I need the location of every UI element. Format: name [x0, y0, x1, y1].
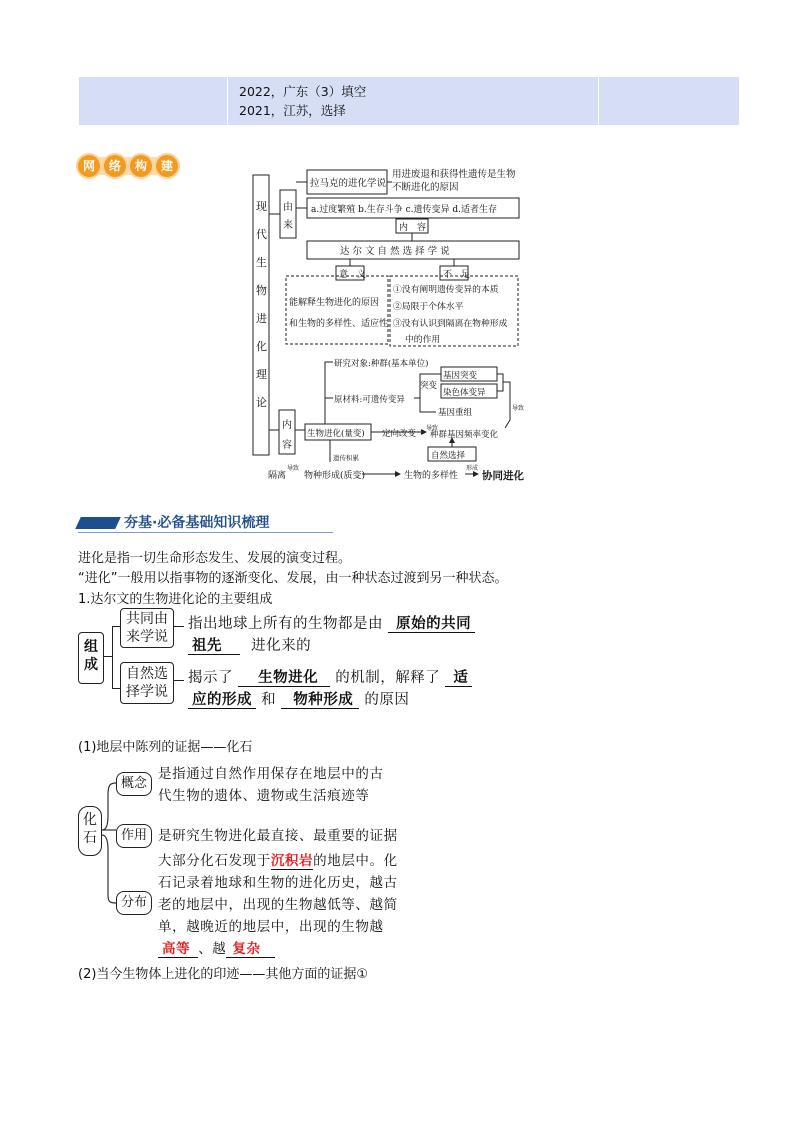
- short-text: ③没有认识到隔离在物种形成: [393, 319, 508, 329]
- intro-line: “进化”一般用以指事物的逐渐变化、发展，由一种状态过渡到另一种状态。: [78, 571, 508, 586]
- text: 的原因: [364, 692, 410, 708]
- shortcoming-label: 不 足: [443, 270, 471, 280]
- freq-change-label: 种群基因频率变化: [430, 430, 499, 440]
- text-line: 代生物的遗体、遗物或生活痕迹等: [158, 788, 370, 804]
- isolation-arrow-label: 导致: [287, 465, 300, 472]
- use-box: [116, 824, 152, 848]
- mutation-label: 突变: [420, 381, 438, 391]
- distribution-text: [158, 850, 398, 960]
- gene-mutation-label: 基因突变: [443, 371, 478, 381]
- title-char: 物: [256, 284, 267, 297]
- root-char: 组: [84, 639, 98, 655]
- meaning-text: 能解释生物进化的原因: [289, 298, 380, 308]
- meaning-label: 意 义: [339, 270, 367, 280]
- forming-label: 形成: [466, 465, 479, 472]
- short-text: ②局限于个体水平: [393, 302, 464, 312]
- box-line: 共同由: [126, 611, 168, 627]
- text-line: 单，越晚近的地层中，出现的生物越: [158, 919, 384, 935]
- use-text: 是研究生物进化最直接、最重要的证据: [158, 828, 398, 844]
- table-row: 2022，广东（3）填空: [239, 84, 367, 99]
- short-text: ①没有阐明遗传变异的本质: [393, 285, 499, 295]
- concept-box: [116, 772, 152, 796]
- table-row: 2021，江苏，选择: [239, 103, 346, 118]
- text: 、越: [198, 941, 227, 957]
- text-line: 是指通过自然作用保存在地层中的古: [158, 766, 384, 782]
- text-line: 老的地层中，出现的生物越低等、越简: [158, 897, 398, 913]
- badge-char: 建: [156, 155, 178, 177]
- diversity-label: 生物的多样性: [404, 471, 459, 481]
- answer-blank: 祖先: [188, 638, 240, 655]
- title-char: 现: [256, 200, 267, 213]
- recomb-label: 基因重组: [438, 408, 473, 418]
- meaning-text: 和生物的多样性、适应性: [289, 319, 389, 329]
- darwin-steps: a.过度繁殖 b.生存斗争 c.遗传变异 d.适者生存: [311, 205, 497, 215]
- answer-blank: 复杂: [226, 941, 274, 958]
- answer-blank: 适: [445, 670, 472, 687]
- root-char: 石: [83, 830, 97, 846]
- chrom-variation-label: 染色体变异: [443, 388, 486, 398]
- answer-blank: 应的形成: [188, 692, 256, 709]
- text: 指出地球上所有的生物都是由: [188, 616, 383, 632]
- intro-heading: 1.达尔文的生物进化论的主要组成: [78, 592, 273, 607]
- answer-blank: 原始的共同: [388, 616, 475, 633]
- concept-text: [158, 763, 384, 807]
- use-label: 作用: [120, 828, 147, 843]
- badge-char: 网: [78, 155, 100, 177]
- evolution-label: 生物进化(量变): [307, 429, 365, 439]
- lamarck-note: 用进废退和获得性遗传是生物: [392, 169, 516, 180]
- badge-char: 络: [104, 155, 126, 177]
- root-char: 化: [83, 812, 97, 828]
- short-text: 中的作用: [405, 335, 441, 345]
- cause-label: 导致: [426, 425, 439, 432]
- material-label: 原材料:可遗传变异: [334, 395, 405, 405]
- text-line: [158, 938, 398, 960]
- lamarck-label: 拉马克的进化学说: [310, 178, 387, 189]
- box-line: 自然选: [126, 666, 168, 682]
- lamarck-note: 不断进化的原因: [392, 182, 459, 193]
- fossil-heading: (1)地层中陈列的证据——化石: [78, 740, 253, 755]
- origin-char: 来: [283, 220, 293, 231]
- content-char: 容: [282, 440, 292, 451]
- distribution-label: 分布: [120, 895, 147, 910]
- text: 揭示了: [188, 670, 233, 686]
- darwin-label: 达 尔 文 自 然 选 择 学 说: [340, 246, 450, 257]
- speciation-label: 物种形成(质变): [304, 471, 366, 481]
- concept-label: 概念: [120, 776, 147, 791]
- root-char: 成: [84, 657, 98, 673]
- directional-label: 定向改变: [382, 429, 417, 439]
- distribution-box: [116, 891, 152, 915]
- answer-blank: 沉积岩: [270, 853, 314, 869]
- box-line: 择学说: [126, 684, 168, 700]
- lead-to-label: 导致: [512, 405, 525, 412]
- accumulate-label: 遗传积累: [333, 454, 359, 462]
- title-char: 代: [256, 228, 267, 241]
- title-char: 进: [256, 312, 267, 325]
- content-char: 内: [282, 420, 292, 431]
- fossil-root: [78, 806, 102, 856]
- answer-blank: 生物进化: [238, 670, 330, 687]
- origin-char: 由: [283, 202, 293, 213]
- text: 大部分化石发现于: [158, 853, 271, 869]
- text-line: 石记录着地球和生物的进化历史，越古: [158, 875, 398, 891]
- badge-char: 构: [130, 155, 152, 177]
- text: 的地层中。化: [313, 853, 398, 869]
- text-line: [158, 850, 398, 872]
- research-label: 研究对象:种群(基本单位): [334, 359, 429, 369]
- content-label: 内 容: [399, 223, 427, 233]
- isolation-label: 隔离: [268, 471, 287, 481]
- natural-selection-label: 自然选择: [431, 451, 466, 461]
- text: 和: [261, 692, 277, 708]
- title-char: 论: [256, 396, 267, 409]
- text: 进化来的: [251, 638, 312, 654]
- answer-blank: 物种形成: [281, 692, 359, 709]
- coevolution-label: 协同进化: [482, 470, 524, 482]
- box-line: 来学说: [126, 629, 168, 645]
- title-char: 化: [256, 340, 267, 353]
- title-char: 生: [256, 256, 267, 269]
- intro-line: 进化是指一切生命形态发生、发展的演变过程。: [78, 551, 352, 566]
- other-evidence-heading: (2)当今生物体上进化的印迹——其他方面的证据①: [78, 967, 369, 982]
- text: 的机制，解释了: [335, 670, 441, 686]
- title-char: 理: [256, 368, 267, 381]
- section-title: 夯基·必备基础知识梳理: [124, 515, 270, 531]
- answer-blank: 高等: [158, 941, 198, 958]
